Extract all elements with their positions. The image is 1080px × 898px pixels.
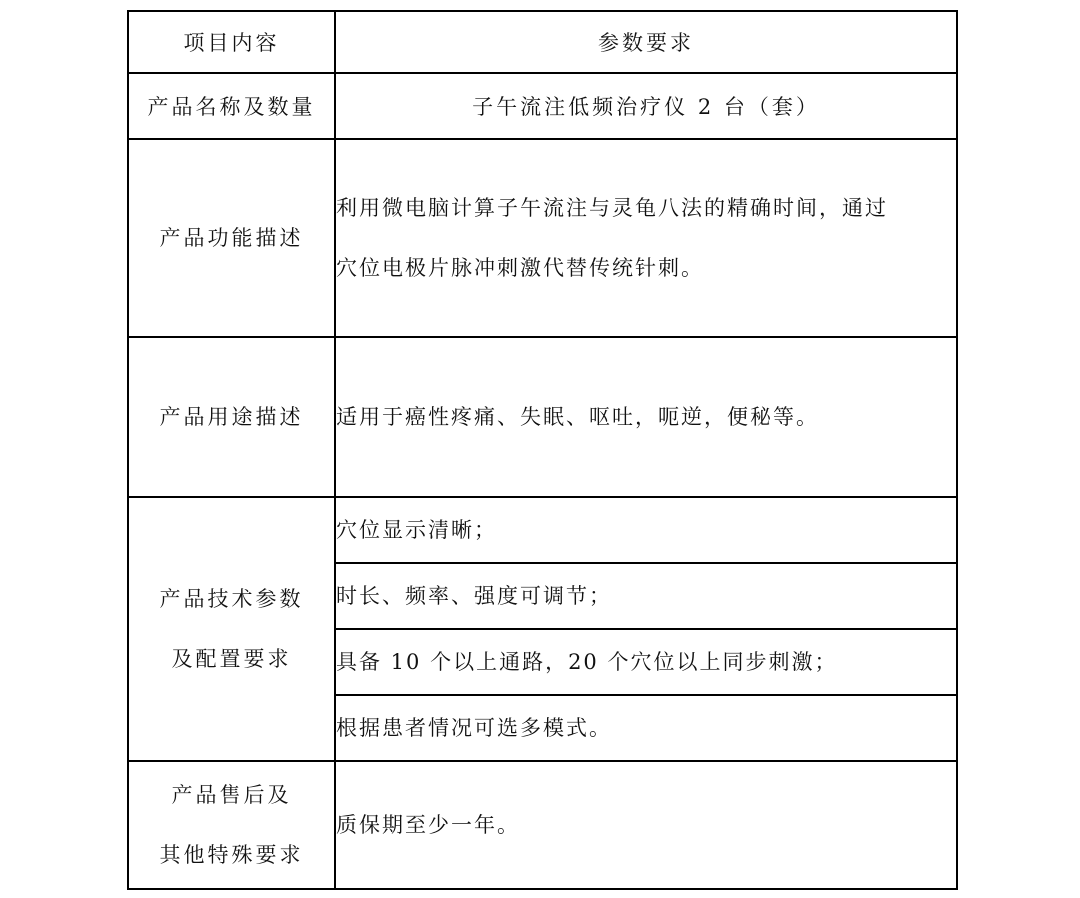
aftersales-label-line-1: 产品售后及 <box>171 783 292 807</box>
header-item-content: 项目内容 <box>128 11 335 73</box>
tech-item-adjustable: 时长、频率、强度可调节； <box>335 563 957 629</box>
table-row-product-function <box>128 139 957 337</box>
function-line-1: 利用微电脑计算子午流注与灵龟八法的精确时间，通过 <box>336 196 888 220</box>
tech-item-modes: 根据患者情况可选多模式。 <box>335 695 957 761</box>
label-product-usage: 产品用途描述 <box>128 337 335 497</box>
value-product-function <box>335 139 957 337</box>
label-product-function: 产品功能描述 <box>128 139 335 337</box>
table-row-aftersales <box>128 761 957 889</box>
table-row-product-name <box>128 73 957 139</box>
tech-item-acupoint-display: 穴位显示清晰； <box>335 497 957 563</box>
value-aftersales: 质保期至少一年。 <box>335 761 957 889</box>
tech-label-line-1: 产品技术参数 <box>159 587 304 611</box>
tech-label-line-2: 及配置要求 <box>171 647 292 671</box>
label-aftersales <box>128 761 335 889</box>
value-product-name-quantity: 子午流注低频治疗仪 2 台（套） <box>335 73 957 139</box>
table-header-row <box>128 11 957 73</box>
label-tech-params <box>128 497 335 761</box>
header-parameter-requirements: 参数要求 <box>335 11 957 73</box>
table-row-tech-1 <box>128 497 957 563</box>
aftersales-label-line-2: 其他特殊要求 <box>159 843 304 867</box>
spec-table <box>127 10 958 890</box>
function-line-2: 穴位电极片脉冲刺激代替传统针刺。 <box>336 256 704 280</box>
label-product-name-quantity: 产品名称及数量 <box>128 73 335 139</box>
table-row-product-usage <box>128 337 957 497</box>
value-product-usage: 适用于癌性疼痛、失眠、呕吐，呃逆，便秘等。 <box>335 337 957 497</box>
tech-item-channels: 具备 10 个以上通路，20 个穴位以上同步刺激； <box>335 629 957 695</box>
